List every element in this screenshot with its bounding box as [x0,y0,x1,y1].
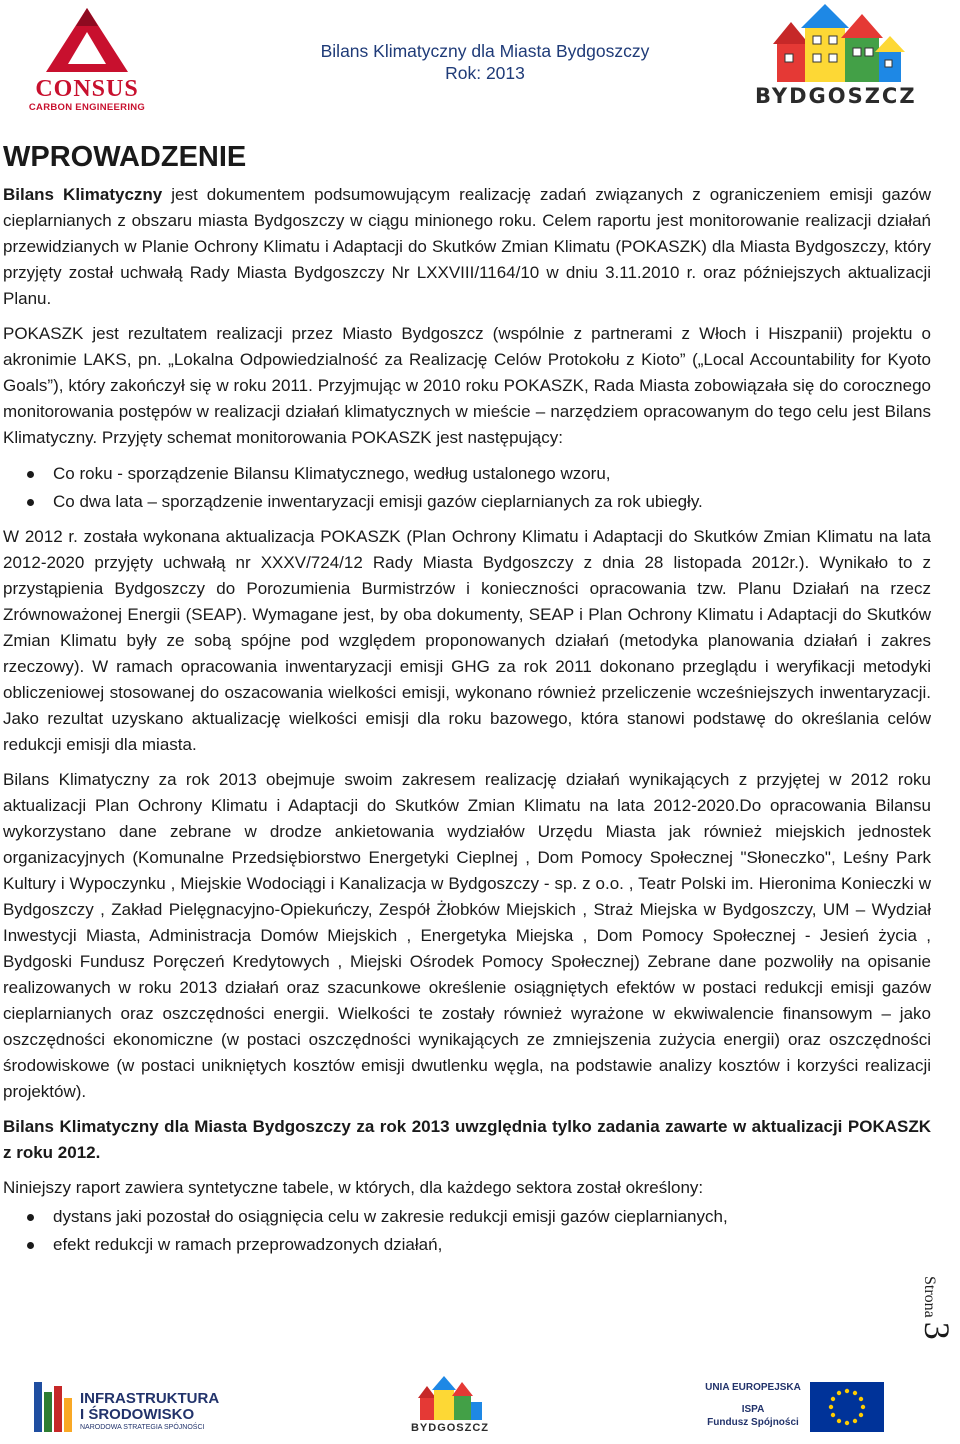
pokaszk-paragraph: POKASZK jest rezultatem realizacji przez Miasto Bydgoszcz (wspólnie z partnerami z Włoch i Hiszpanii) projektu o akronimie LAKS, pn. „Lokalna Odpowiedzialność za Realizację Celów Protokołu z Kioto” („Local Accountability for Kyoto Goals”), który zakończył się w roku 2011. Przyjmując w 2010 roku POKASZK, Rada Miasta zobowiązała się do corocznego monitorowania postępów w realizacji działań klimatycznych w mieście – narzędziem opracowanym do tego celu jest Bilans Klimatyczny. Przyjęty schemat monitorowania POKASZK jest następujący: [3,324,931,447]
bydgoszcz-logo-text: BYDGOSZCZ [755,84,917,108]
bydgoszcz-logo [755,2,917,114]
consus-name: CONSUS [35,76,139,102]
monitoring-schedule-list [3,460,931,516]
eu-line2: ISPA [741,1404,765,1415]
document-title [240,40,730,84]
intro-text: jest dokumentem podsumowującym realizację zadań związanych z ograniczeniem emisji gazów cieplarnianych z obszaru miasta Bydgoszczy w ciągu minionego roku. Celem raportu jest monitorowanie realizacji działań przewidzianych w Planie Ochrony Klimatu i Adaptacji do Skutków Zmian Klimatu (POKASZK) dla Miasta Bydgoszczy, który przyjęty został uchwałą Rady Miasta Bydgoszczy Nr LXXVIII/1164/10 w dniu 3.11.2010 r. oraz późniejszych aktualizacji Planu. [3,185,931,308]
city-houses-icon [410,1374,490,1422]
infra-line2: I ŚRODOWISKO [80,1406,195,1423]
consus-subtitle: CARBON ENGINEERING [28,102,146,113]
report-contents-list [3,1203,931,1259]
list-item: dystans jaki pozostał do osiągnięcia celu w zakresie redukcji emisji gazów cieplarnianych, [3,1203,931,1231]
consus-logo [28,4,146,112]
infra-line3: NARODOWA STRATEGIA SPÓJNOŚCI [80,1424,205,1431]
infra-line1: INFRASTRUKTURA [80,1390,220,1407]
intro-bold-term: Bilans Klimatyczny [3,185,163,204]
intro-paragraph [3,182,931,312]
page-label: Strona [921,1276,938,1318]
document-title-line1: Bilans Klimatyczny dla Miasta Bydgoszczy [320,41,650,61]
eu-flag-icon [810,1382,884,1432]
main-content [3,140,931,1267]
bydgoszcz-footer-logo [410,1374,490,1440]
bydgoszcz-footer-text: BYDGOSZCZ [410,1422,490,1434]
eu-line1: UNIA EUROPEJSKA [705,1382,801,1393]
city-houses-icon [755,2,910,86]
list-item: efekt redukcji w ramach przeprowadzonych działań, [3,1231,931,1259]
section-heading: WPROWADZENIE [3,141,247,173]
page-header [0,0,960,118]
scope-paragraph: Bilans Klimatyczny za rok 2013 obejmuje swoim zakresem realizację działań wynikających z przyjętej w 2012 roku aktualizacji Plan Ochrony Klimatu i Adaptacji do Skutków Zmian Klimatu na lata 2012-2020.Do opracowania Bilansu wykorzystano dane zebrane w drodze ankietowania wydziałów Urzędu Miasta jak również miejskich jednostek organizacyjnych (Komunalne Przedsiębiorstwo Energetyki Cieplnej , Dom Pomocy Społecznej "Słoneczko", Leśny Park Kultury i Wypoczynku , Miejskie Wodociągi i Kanalizacja w Bydgoszczy - sp. z o.o. , Teatr Polski im. Hieronima Konieczki w Bydgoszczy , Zakład Pielęgnacyjno-Opiekuńczy, Zespół Żłobków Miejskich , Straż Miejska w Bydgoszczy, UM – Wydział Inwestycji Miasta, Administracja Domów Miejskich , Energetyka Miejska , Dom Pomocy Społecznej - Jesień życia , Bydgoski Fundusz Poręczeń Kredytowych , Miejski Ośrodek Pomocy Społecznej) Zebrane dane pozwoliły na opisanie realizowanych w roku 2013 działań oraz szacunkowe określenie osiągniętych efektów w postaci redukcji emisji gazów cieplarnianych oraz oszczędności energii. Wielkości te zostały również wyrażone w ekwiwalencie finansowym – jako oszczędności ekonomiczne (w postaci oszczędności wynikających ze zmniejszenia zużycia energii) oraz oszczędności środowiskowe (w postaci unikniętych kosztów emisji dwutlenku węgla, na podstawie analizy kosztów i korzyści realizacji projektów). [3,770,931,1101]
list-item: Co roku - sporządzenie Bilansu Klimatycznego, według ustalonego wzoru, [3,460,931,488]
infrastruktura-logo [30,1376,220,1438]
eu-logo [700,1380,900,1440]
scope-note-bold: Bilans Klimatyczny dla Miasta Bydgoszczy za rok 2013 uwzględnia tylko zadania zawarte w aktualizacji POKASZK z roku 2012. [3,1117,931,1162]
consus-triangle-icon [28,4,146,76]
page-footer [0,1368,960,1444]
page-number [914,1276,960,1366]
eu-line3: Fundusz Spójności [707,1417,799,1428]
page-number-value: 3 [917,1321,957,1340]
update-2012-paragraph: W 2012 r. została wykonana aktualizacja POKASZK (Plan Ochrony Klimatu i Adaptacji do Skutków Zmian Klimatu na lata 2012-2020 przyjęty uchwałą nr XXXV/724/12 Rady Miasta Bydgoszczy z dnia 28 listopada 2012r.). Wynikało to z przystąpienia Bydgoszczy do Porozumienia Burmistrzów i konieczności opracowania tzw. Planu Działań na rzecz Zrównoważonej Energii (SEAP). Wymagane jest, by oba dokumenty, SEAP i Plan Ochrony Klimatu i Adaptacji do Skutków Zmian Klimatu były ze sobą spójne pod względem proponowanych działań (metodyka planowania działań i zakres rzeczowy). W ramach opracowania inwentaryzacji emisji GHG za rok 2011 dokonano przeglądu i weryfikacji metodyki obliczeniowej stosowanej do oszacowania wielkości emisji, wykonano również przeliczenie wcześniejszych inwentaryzacji. Jako rezultat uzyskano aktualizację wielkości emisji dla roku bazowego, która stanowi podstawę do określania celów redukcji emisji dla miasta. [3,527,931,754]
infrastruktura-emblem-icon [30,1376,76,1438]
report-contents-paragraph: Niniejszy raport zawiera syntetyczne tabele, w których, dla każdego sektora został określony: [3,1178,704,1197]
list-item: Co dwa lata – sporządzenie inwentaryzacji emisji gazów cieplarnianych za rok ubiegły. [3,488,931,516]
document-title-line2: Rok: 2013 [445,63,525,83]
